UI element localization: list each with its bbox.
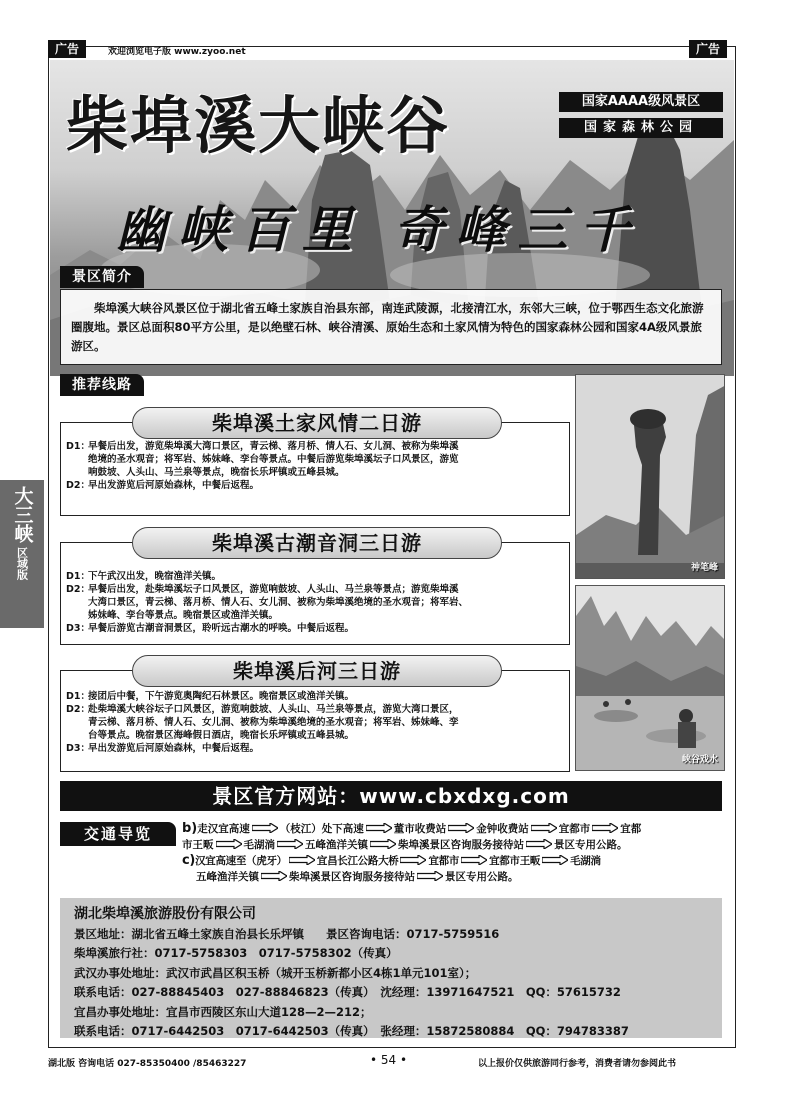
itinerary-line: 姊妹峰、孪台等景点。晚宿景区或渔洋关镇。	[88, 610, 279, 621]
arrow-right-icon	[252, 823, 278, 833]
photo-valley-water	[575, 585, 725, 771]
scenic-address: 景区地址：湖北省五峰土家族自治县长乐坪镇	[74, 926, 304, 941]
ad-tag-left: 广告	[48, 40, 86, 58]
itinerary-line: D3： 早出发游览后河原始森林，中餐后返程。	[66, 743, 260, 754]
route-step: 柴埠溪景区咨询服务接待站	[398, 839, 524, 851]
company-address-row	[74, 925, 710, 945]
photo-caption-2: 峡谷戏水	[681, 755, 718, 765]
photo-pen-peak	[575, 374, 725, 579]
route-step: 景区专用公路。	[445, 871, 519, 883]
route-title-1: 柴埠溪土家风情二日游	[132, 407, 502, 439]
itinerary-line: 大湾口景区，青云梯、落月桥、情人石、女儿洞、被称为柴埠溪绝境的圣水观音；将军岩、	[88, 597, 469, 608]
wuhan-office-address: 武汉办事处地址：武汉市武昌区积玉桥（城开玉桥新都小区4栋1单元101室）；	[74, 965, 477, 980]
route-step: 宜都市	[558, 823, 591, 835]
routes-section-label: 推荐线路	[60, 374, 144, 396]
company-name: 湖北柴埠溪旅游股份有限公司	[74, 906, 256, 922]
route-step: 景区专用公路。	[554, 839, 628, 851]
itinerary-line: 绝境的圣水观音；将军岩、姊妹峰、孪台等景点。中餐后游览柴埠溪坛子口风景区，游览	[88, 454, 459, 465]
route-step: 金钟收费站	[476, 823, 529, 835]
route-step: 宜都市王畈	[489, 855, 541, 867]
arrow-right-icon	[542, 855, 568, 865]
route-step: 宜昌长江公路大桥	[316, 855, 399, 867]
route-step: 宜都	[620, 823, 642, 835]
route-title-3: 柴埠溪后河三日游	[132, 655, 502, 687]
site-url-header[interactable]: 欢迎浏览电子版 www.zyoo.net	[108, 47, 246, 57]
arrow-right-icon	[216, 839, 242, 849]
side-tab-edition: 区域版	[15, 547, 29, 580]
arrow-right-icon	[417, 871, 443, 881]
footer-disclaimer: 以上报价仅供旅游同行参考，消费者请勿参阅此书	[478, 1059, 677, 1069]
route-step: 毛湖淌	[243, 839, 275, 851]
edition-side-tab	[0, 480, 44, 628]
hero-title: 柴埠溪大峡谷	[66, 89, 451, 162]
hero-slogan: 幽峡百里 奇峰三千	[116, 200, 642, 259]
route-2-itinerary	[66, 570, 564, 635]
arrow-right-icon	[592, 823, 618, 833]
itinerary-line: D1： 下午武汉出发，晚宿渔洋关镇。	[66, 571, 222, 582]
traffic-directions	[182, 821, 727, 885]
route-step: 董市收费站	[393, 823, 447, 835]
yichang-office-address: 宜昌办事处地址：宜昌市西陵区东山大道128—2—212；	[74, 1004, 372, 1019]
pen-peak-image	[576, 375, 725, 579]
arrow-right-icon	[370, 839, 396, 849]
arrow-right-icon	[261, 871, 287, 881]
badge-national-forest-park: 国家森林公园	[559, 118, 723, 138]
route-step: 五峰渔洋关镇	[305, 839, 368, 851]
route-step: 走汉宜高速	[197, 823, 250, 835]
route-title-2: 柴埠溪古潮音洞三日游	[132, 527, 502, 559]
yichang-office-phone: 联系电话：0717-6442503 0717-6442503（传真） 张经理：15872580884 QQ：794783387	[74, 1024, 629, 1038]
route-step: 柴埠溪景区咨询服务接待站	[289, 871, 415, 883]
route-step: 宜都市	[428, 855, 460, 867]
itinerary-line: D1： 早餐后出发，游览柴埠溪大湾口景区，青云梯、落月桥、情人石、女儿洞、被称为柴埠溪	[66, 441, 459, 452]
arrow-right-icon	[461, 855, 487, 865]
route-step: 毛湖淌	[570, 855, 601, 867]
route-3-itinerary	[66, 690, 564, 755]
badge-aaaa-scenic-area: 国家AAAA级风景区	[559, 92, 723, 112]
itinerary-line: 响鼓坡、人头山、马兰泉等景点，晚宿长乐坪镇或五峰县城。	[88, 467, 345, 478]
itinerary-line: D2： 赴柴埠溪大峡谷坛子口风景区，游览响鼓坡、人头山、马兰泉等景点，游览大湾口景区，	[66, 704, 459, 715]
side-tab-region: 大三峡	[11, 486, 34, 543]
intro-text: 柴埠溪大峡谷风景区位于湖北省五峰土家族自治县东部，南连武陵源，北接清江水，东邻大三峡，位于鄂西生态文化旅游圈腹地。景区总面积80平方公里，是以绝壁石林、峡谷清溪、原始生态和土家风情为特色的国家森林公园和国家4A级风景旅游区。	[60, 289, 722, 365]
arrow-right-icon	[277, 839, 303, 849]
itinerary-line: 青云梯、落月桥、情人石、女儿洞、被称为柴埠溪绝境的圣水观音；将军岩、姊妹峰、孪	[88, 717, 459, 728]
itinerary-line: D2： 早餐后出发，赴柴埠溪坛子口风景区，游览响鼓坡、人头山、马兰泉等景点；游览柴埠溪	[66, 584, 459, 595]
route-b-line-2	[182, 837, 727, 853]
official-website-link[interactable]: 景区官方网站：www.cbxdxg.com	[60, 781, 722, 811]
itinerary-line: D1： 接团后中餐，下午游览奥陶纪石林景区。晚宿景区或渔洋关镇。	[66, 691, 355, 702]
route-c-line-1: c)汉宜高速至（虎牙） 宜昌长江公路大桥 宜都市 宜都市王畈 毛湖淌	[182, 853, 601, 868]
arrow-right-icon	[448, 823, 474, 833]
arrow-right-icon	[400, 855, 426, 865]
arrow-right-icon	[526, 839, 552, 849]
route-step: 五峰渔洋关镇	[196, 871, 259, 883]
wuhan-office-phone: 联系电话：027-88845403 027-88846823（传真） 沈经理：13971647521 QQ：57615732	[74, 985, 621, 999]
route-step: 汉宜高速至（虎牙）	[195, 855, 287, 867]
arrow-right-icon	[366, 823, 392, 833]
route-1-itinerary	[66, 440, 564, 492]
company-info-box	[60, 898, 722, 1038]
travel-agency-phone: 柴埠溪旅行社：0717-5758303 0717-5758302（传真）	[74, 946, 398, 960]
traffic-section-label: 交通导览	[60, 822, 176, 846]
itinerary-line: D2： 早出发游览后河原始森林，中餐后返程。	[66, 480, 260, 491]
arrow-right-icon	[531, 823, 557, 833]
route-step: （枝江）处下高速	[279, 823, 364, 835]
footer-contact: 湖北版 咨询电话 027-85350400 /85463227	[48, 1059, 247, 1069]
route-c-line-2	[182, 869, 727, 885]
route-step: 市王畈	[182, 839, 214, 851]
ad-tag-right: 广告	[689, 40, 727, 58]
page-number: • 54 •	[370, 1053, 408, 1067]
photo-caption-1: 神笔峰	[690, 563, 718, 573]
route-b-line-1: b)走汉宜高速 （枝江）处下高速 董市收费站 金钟收费站 宜都市 宜都	[182, 821, 642, 836]
arrow-right-icon	[289, 855, 315, 865]
valley-water-image	[576, 586, 725, 771]
intro-section-label: 景区简介	[60, 266, 144, 288]
consult-phone: 景区咨询电话：0717-5759516	[326, 926, 500, 941]
itinerary-line: 台等景点。晚宿景区海峰假日酒店，晚宿长乐坪镇或五峰县城。	[88, 730, 355, 741]
itinerary-line: D3： 早餐后游览古潮音洞景区，聆听远古潮水的呼唤。中餐后返程。	[66, 623, 355, 634]
